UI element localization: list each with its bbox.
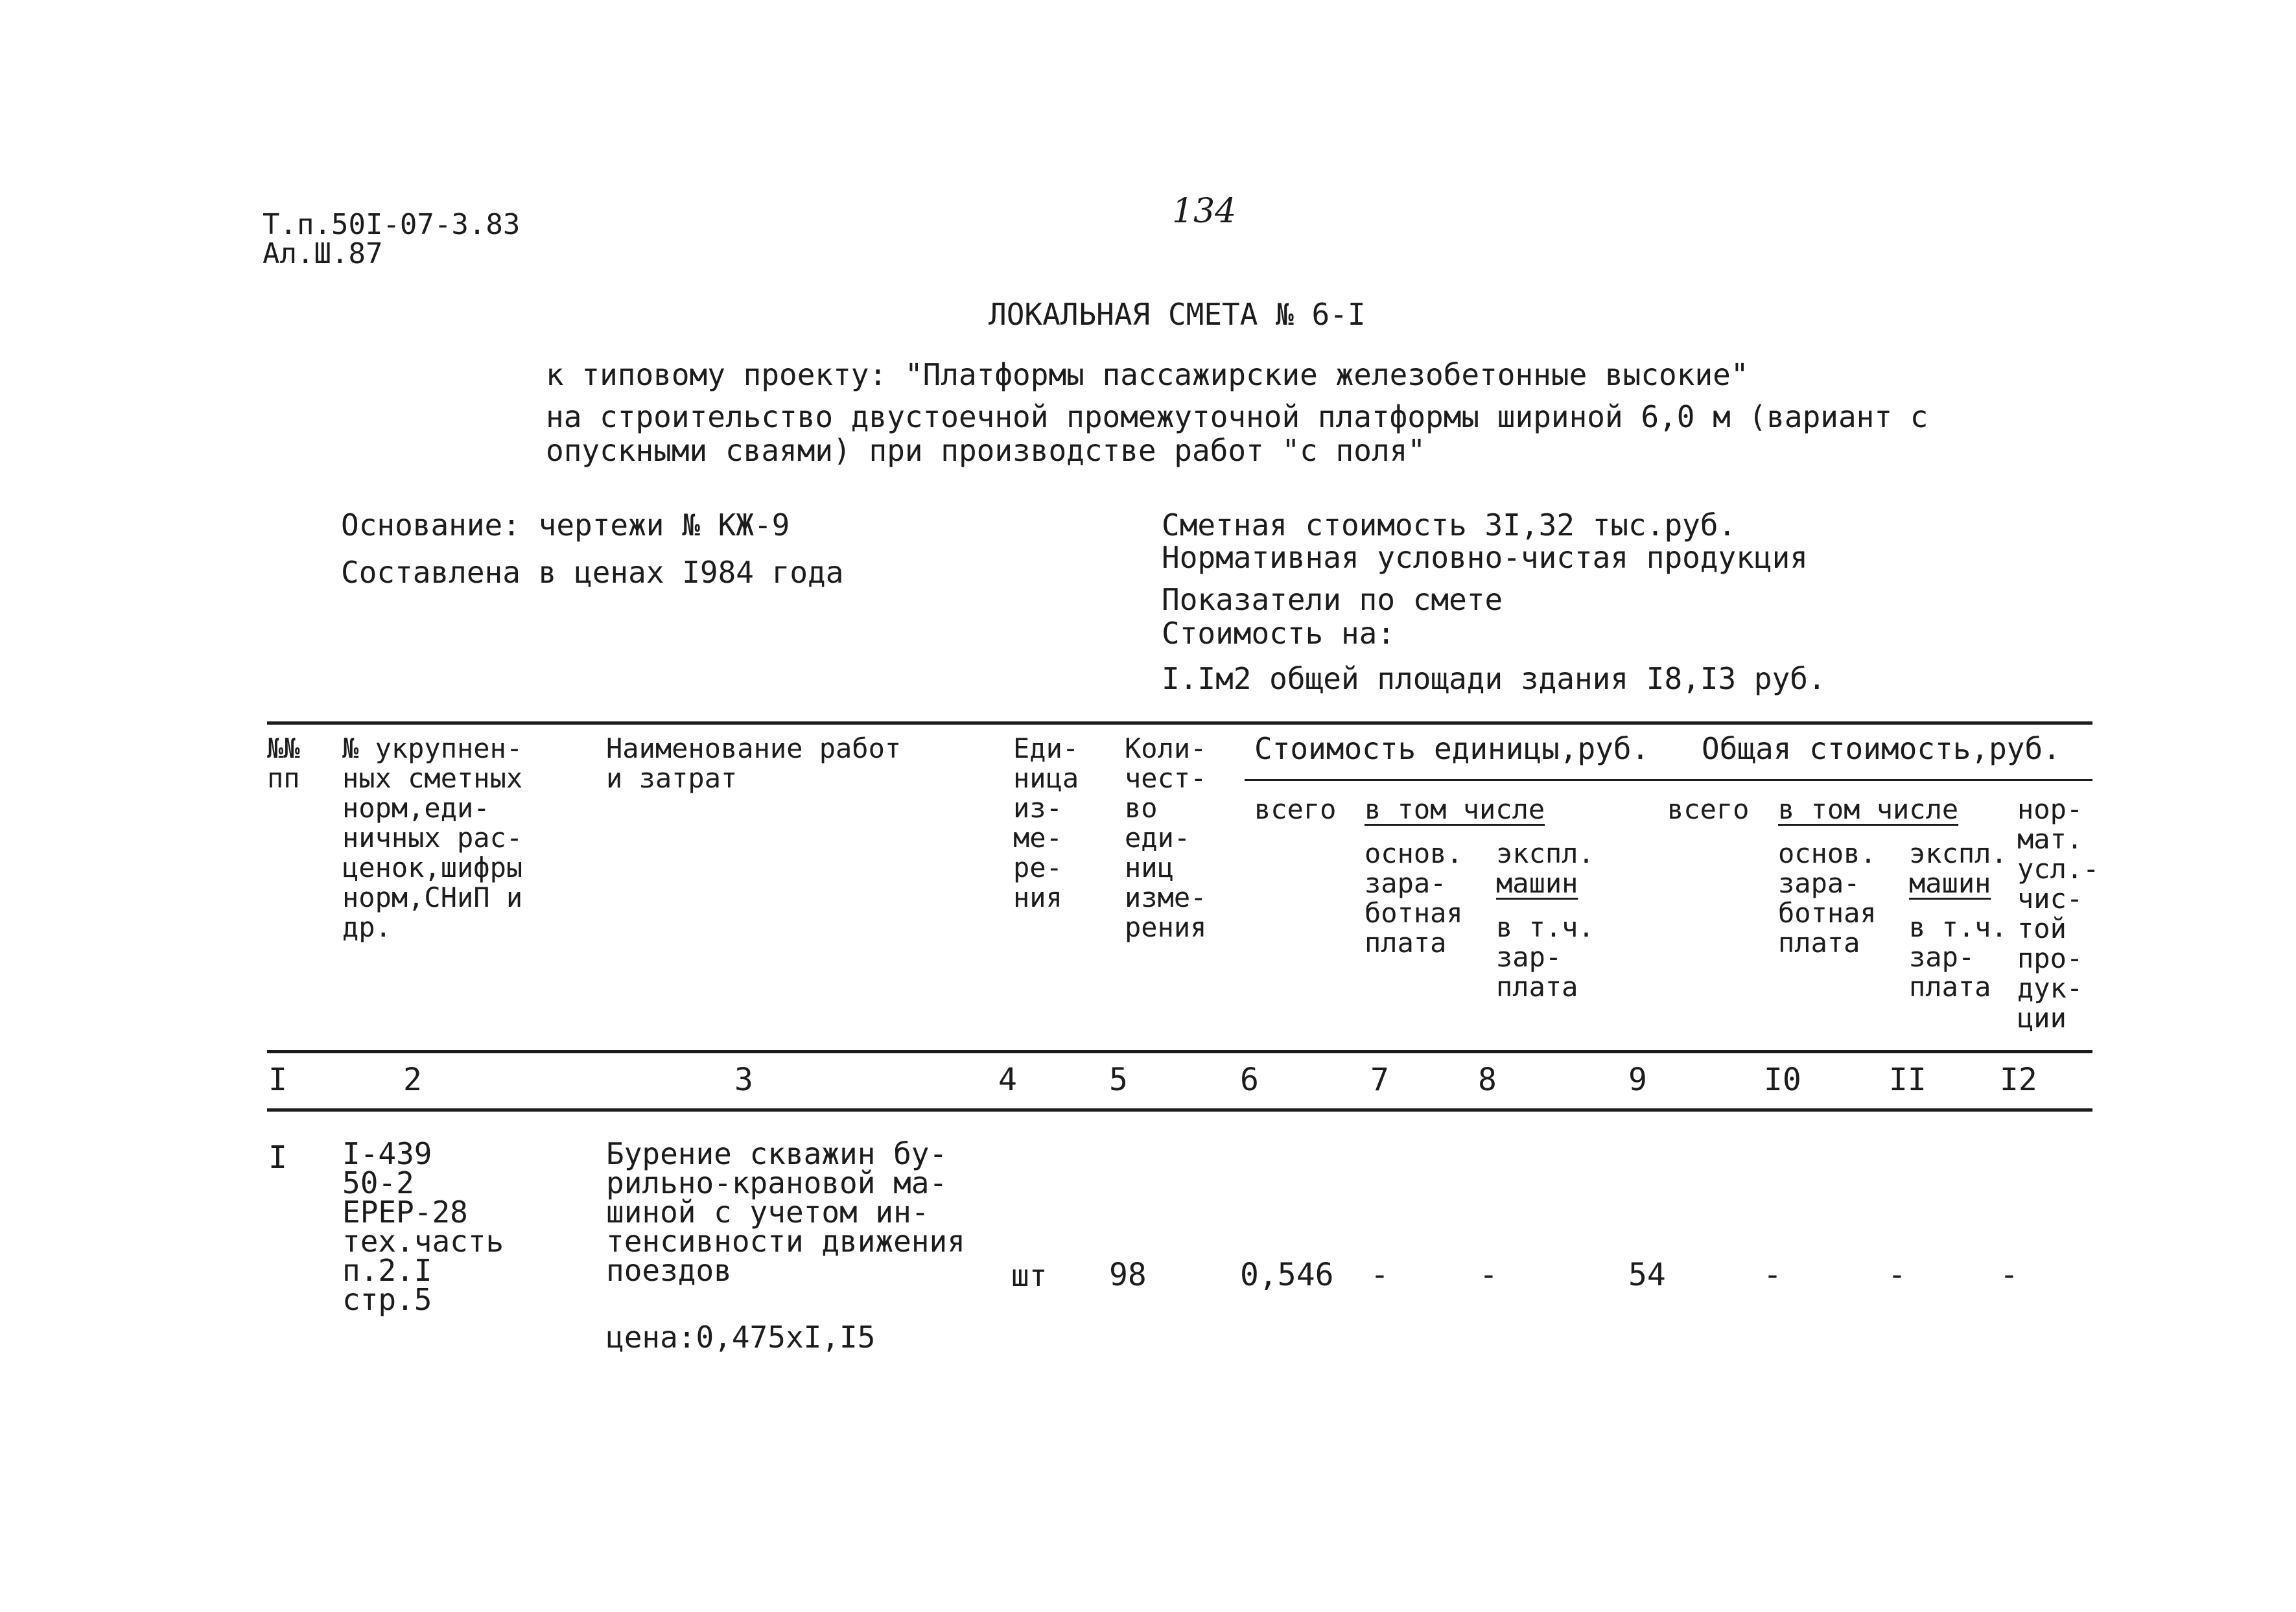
row-unit-machines: - (1479, 1257, 1498, 1293)
basis-prices: Составлена в ценах I984 года (341, 555, 844, 590)
column-number: 5 (1109, 1062, 1128, 1098)
header-unit-wages: основ. зара- ботная плата (1365, 837, 1463, 959)
row-number: I (268, 1139, 287, 1176)
estimated-cost: Сметная стоимость 3I,32 тыс.руб. (1162, 508, 1737, 543)
column-number: I (268, 1062, 287, 1098)
row-total-wages: - (1763, 1257, 1782, 1293)
header-unit: Еди- ница из- ме- ре- ния (1013, 732, 1079, 913)
row-total-machines: - (1888, 1257, 1906, 1293)
header-unit-including: в том числе (1365, 793, 1545, 825)
header-total-wages: основ. зара- ботная плата (1778, 837, 1877, 959)
header-total-machines: экспл. (1909, 837, 2008, 869)
album-number: Ал.Ш.87 (263, 237, 383, 270)
header-bottom-rule (267, 1050, 2092, 1053)
header-unit-machines-wages: в т.ч. зар- плата (1496, 911, 1595, 1003)
header-unit-cost-group: Стоимость единицы,руб. (1254, 731, 1650, 766)
cost-per-m2: I.Iм2 общей площади здания I8,I3 руб. (1162, 661, 1826, 696)
normative-production: Нормативная условно-чистая продукция (1162, 540, 1808, 575)
column-number: II (1889, 1062, 1927, 1098)
row-norm-code: I-439 50-2 ЕРЕР-28 тех.часть п.2.I стр.5 (342, 1136, 504, 1317)
column-number: 6 (1240, 1062, 1259, 1098)
header-unit-machines-word: машин (1496, 867, 1578, 899)
header-total-machines-wages: в т.ч. зар- плата (1909, 911, 2008, 1003)
header-unit-total: всего (1254, 793, 1337, 825)
header-total-total: всего (1667, 793, 1750, 825)
column-number: 7 (1370, 1062, 1389, 1098)
indicators-label: Показатели по смете (1162, 582, 1503, 617)
column-numbers-rule (267, 1108, 2092, 1112)
subtitle-line-1: к типовому проекту: "Платформы пассажирские железобетонные высокие" (546, 357, 1749, 392)
row-price-note: цена:0,475xI,I5 (606, 1320, 876, 1355)
column-number: 3 (734, 1062, 753, 1098)
row-total-norm: - (2000, 1257, 2019, 1293)
header-total-including: в том числе (1778, 793, 1959, 825)
column-number: 2 (403, 1062, 422, 1098)
row-unit-total: 0,546 (1240, 1257, 1334, 1293)
header-unit-machines: экспл. (1496, 837, 1595, 869)
row-quantity: 98 (1109, 1257, 1147, 1293)
row-unit: шт (1011, 1258, 1048, 1293)
header-normative-production: нор- мат. усл.- чис- той про- дук- ции (2017, 793, 2100, 1034)
subtitle-line-2: на строительство двустоечной промежуточной платформы шириной 6,0 м (вариант с (546, 399, 1928, 434)
header-norm-code: № укрупнен- ных сметных норм,еди- ничных рас- ценок,шифры норм,СНиП и др. (342, 732, 523, 943)
row-work-name: Бурение скважин бу- рильно-крановой ма- шиной с учетом ин- тенсивности движения поездов (606, 1136, 965, 1288)
subtitle-line-3: опускными сваями) при производстве работ "с поля" (546, 433, 1426, 468)
column-number: 8 (1478, 1062, 1497, 1098)
header-total-cost-group: Общая стоимость,руб. (1702, 731, 2061, 766)
row-unit-wages: - (1370, 1257, 1389, 1293)
column-number: 4 (998, 1062, 1017, 1098)
document-code: Т.п.50I-07-3.83 (263, 208, 521, 241)
cost-group-rule (1245, 779, 2092, 781)
row-total: 54 (1628, 1257, 1666, 1293)
page-number: 134 (1172, 192, 1237, 231)
header-work-name: Наименование работ и затрат (606, 732, 902, 794)
basis-foundation: Основание: чертежи № КЖ-9 (341, 508, 790, 543)
cost-for-label: Стоимость на: (1162, 616, 1396, 651)
column-number: I0 (1764, 1062, 1801, 1098)
column-number: 9 (1628, 1062, 1647, 1098)
header-row-number: №№ пп (267, 732, 300, 794)
header-total-machines-word: машин (1909, 867, 1991, 899)
column-number: I2 (2000, 1062, 2037, 1098)
document-title: ЛОКАЛЬНАЯ СМЕТА № 6-I (989, 297, 1366, 332)
header-quantity: Коли- чест- во еди- ниц изме- рения (1125, 732, 1207, 943)
table-top-rule (267, 721, 2092, 725)
